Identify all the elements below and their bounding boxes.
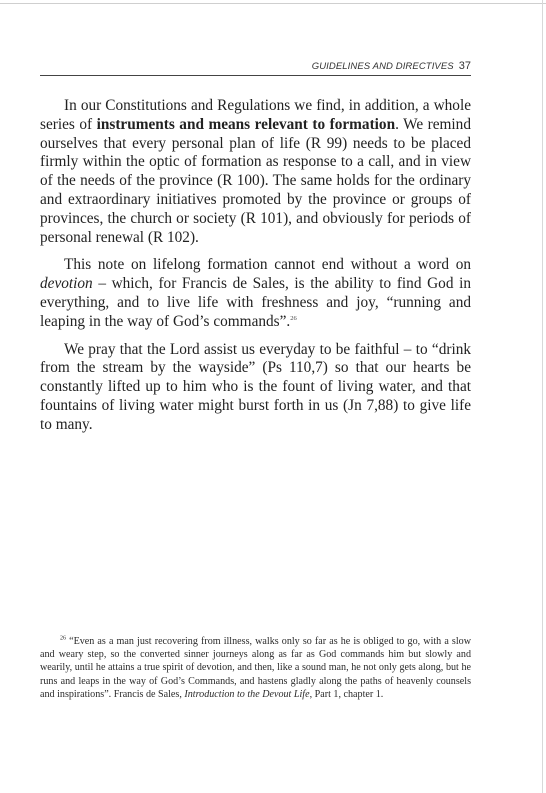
paragraph-2-text-a: This note on lifelong formation cannot end without a word on [64, 256, 471, 274]
footnote-source-ref: , Part 1, chapter 1. [309, 688, 384, 700]
paragraph-1-text-b: . We remind ourselves that every personal plan of life (R 99) needs to be placed firmly within the optic of formation as response to a call, and in view of the needs of the province (R 100). The same holds for the ordinary and extraordinary initiatives promoted by the province or groups of provinces, the church or society (R 101), and obviously for periods of personal renewal (R 102). [40, 115, 471, 246]
footnote-number: 26 [60, 635, 66, 642]
page-number: 37 [458, 60, 471, 72]
paragraph-1-bold-phrase: instruments and means relevant to formation [96, 115, 396, 133]
header-rule [40, 75, 471, 76]
footnote-paragraph [40, 635, 471, 701]
footnote [40, 635, 471, 701]
footnote-source-title: Introduction to the Devout Life [184, 688, 310, 700]
footnote-reference: 26 [290, 314, 297, 322]
paragraph-1 [40, 97, 471, 247]
page-edge-right [542, 0, 543, 793]
paragraph-3-text: We pray that the Lord assist us everyday to be faithful – to “drink from the stream by the wayside” (Ps 110,7) so that our hearts be constantly lifted up to him who is the fount of living water, and that fountains of living water might burst forth in us (Jn 7,88) to give life to many. [40, 340, 471, 433]
paragraph-2-text-b: – which, for Francis de Sales, is the ability to find God in everything, and to live life with freshness and joy, “running and leaping in the way of God’s commands”. [40, 275, 471, 330]
running-header [0, 60, 471, 74]
paragraph-2 [40, 256, 471, 331]
running-header-title: GUIDELINES AND DIRECTIVES [311, 61, 454, 72]
footnote-text: “Even as a man just recovering from illness, walks only so far as he is obliged to go, with a slow and weary step, so the converted sinner journeys along as far as God commands him but slowly and wearily, until he attains a true spirit of devotion, and then, like a sound man, he not only gets along, but he runs and leaps in the way of God’s Commands, and hastens gladly along the paths of heavenly counsels and inspirations”. Francis de Sales, [40, 636, 471, 700]
paragraph-2-italic-word: devotion [40, 275, 93, 293]
paragraph-1-text-a: In our Constitutions and Regulations we find, in addition, a whole series of [40, 97, 471, 133]
paragraph-3 [40, 341, 471, 435]
page-edge-top [0, 3, 546, 4]
body-text [40, 97, 471, 444]
